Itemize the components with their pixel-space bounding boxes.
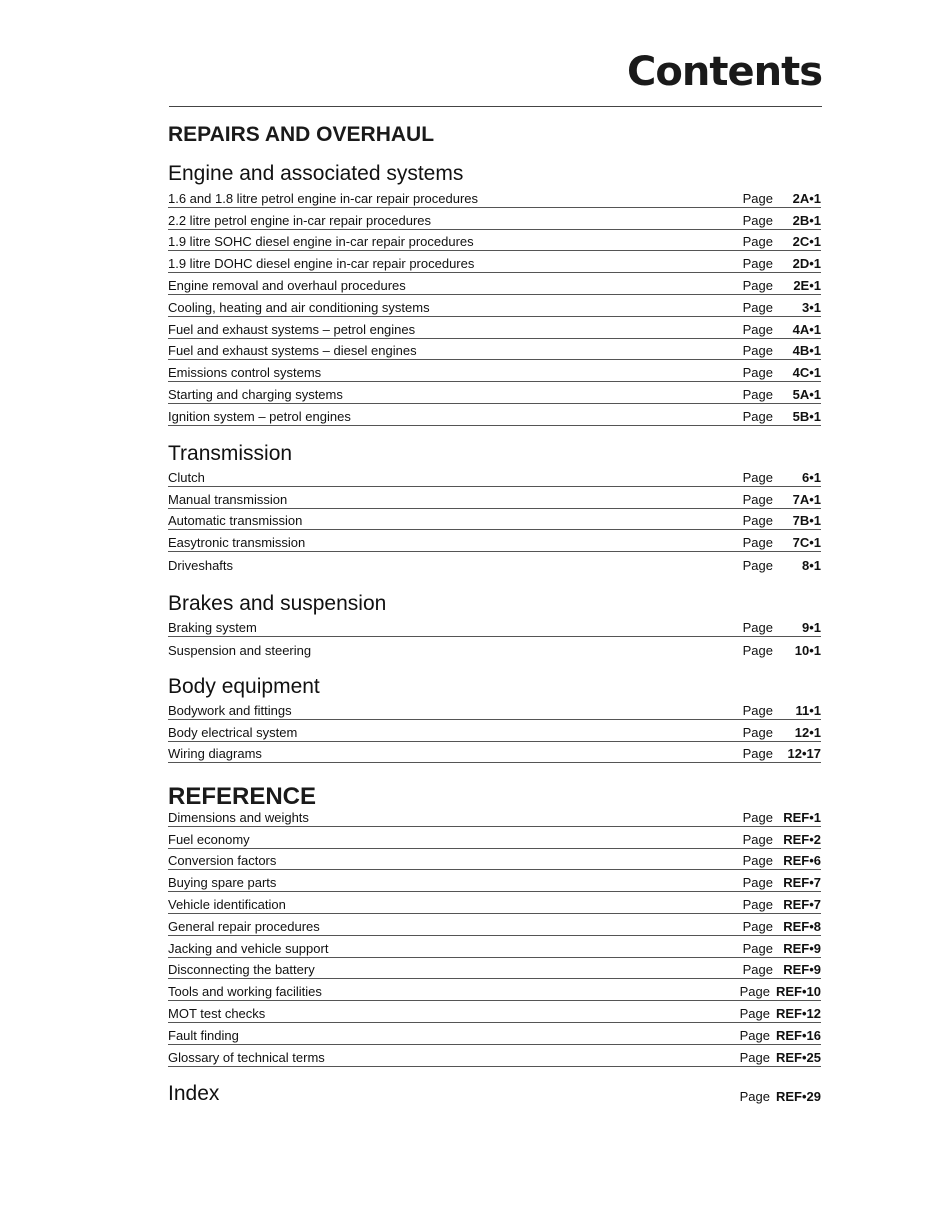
toc-entry-page (743, 833, 821, 846)
page-word: Page (742, 831, 773, 847)
page-word: Page (742, 535, 773, 551)
page-ref: 5B•1 (792, 408, 821, 424)
page-ref: 10•1 (794, 642, 821, 658)
page-ref: 7C•1 (792, 535, 821, 551)
page-ref: 2A•1 (792, 190, 821, 206)
toc-row[interactable] (168, 1023, 821, 1045)
toc-row[interactable] (168, 849, 821, 871)
page-word: Page (742, 962, 773, 978)
toc-entry-page (743, 942, 821, 955)
toc-entry-title: Wiring diagrams (168, 746, 262, 762)
toc-row[interactable] (168, 742, 821, 764)
toc-list-body (168, 698, 821, 763)
page-ref: 7B•1 (792, 513, 821, 529)
page-ref: 3•1 (801, 299, 821, 315)
toc-row[interactable] (168, 295, 821, 317)
page-word: Page (742, 277, 773, 293)
toc-entry-title: 1.9 litre DOHC diesel engine in-car repair procedures (168, 256, 475, 272)
toc-entry-title: Manual transmission (168, 491, 288, 507)
page-word: Page (742, 491, 773, 507)
title-rule (169, 106, 822, 107)
toc-entry-title: MOT test checks (168, 1005, 266, 1021)
toc-entry-title: Driveshafts (168, 557, 234, 573)
page-ref: 2B•1 (792, 212, 821, 228)
toc-entry-title: Suspension and steering (168, 642, 312, 658)
toc-entry-page (743, 344, 821, 357)
page-word: Page (739, 984, 770, 1000)
toc-row[interactable] (168, 487, 821, 509)
toc-entry-page (743, 854, 821, 867)
index-page (740, 1089, 821, 1104)
toc-entry-page (743, 214, 821, 227)
toc-row[interactable] (168, 339, 821, 361)
toc-entry-title: Conversion factors (168, 853, 277, 869)
toc-row[interactable] (168, 958, 821, 980)
page-word: Page (742, 702, 773, 718)
toc-entry-title: Fuel economy (168, 831, 250, 847)
page-ref: 7A•1 (792, 491, 821, 507)
toc-row[interactable] (168, 914, 821, 936)
toc-row[interactable] (168, 404, 821, 426)
toc-entry-title: Cooling, heating and air conditioning systems (168, 299, 430, 315)
toc-entry-page (743, 493, 821, 506)
page-ref: REF•10 (775, 984, 821, 1000)
section-heading-brakes: Brakes and suspension (168, 592, 387, 615)
page-ref: 2D•1 (792, 256, 821, 272)
toc-row[interactable] (168, 892, 821, 914)
page-word: Page (742, 386, 773, 402)
toc-row[interactable] (168, 1045, 821, 1067)
page-word: Page (742, 256, 773, 272)
page-ref: 4B•1 (792, 343, 821, 359)
toc-entry-title: Fuel and exhaust systems – diesel engines (168, 343, 417, 359)
toc-row[interactable] (168, 360, 821, 382)
toc-entry-page (743, 920, 821, 933)
toc-list-brakes (168, 615, 821, 659)
page-word: Page (742, 875, 773, 891)
page-word: Page (742, 408, 773, 424)
page-word: Page (742, 746, 773, 762)
toc-entry-page (743, 323, 821, 336)
page-ref: REF•6 (783, 853, 821, 869)
toc-entry-page (743, 621, 821, 634)
page-word: Page (742, 299, 773, 315)
page-ref: REF•9 (783, 940, 821, 956)
page-ref: 12•17 (787, 746, 821, 762)
page-ref: 4C•1 (792, 365, 821, 381)
toc-row[interactable] (168, 698, 821, 720)
toc-row[interactable] (168, 805, 821, 827)
toc-entry-page (743, 876, 821, 889)
toc-entry-page (743, 811, 821, 824)
page-ref: 9•1 (801, 619, 821, 635)
toc-entry-page (740, 985, 821, 998)
page-word: Page (742, 212, 773, 228)
toc-entry-page (743, 192, 821, 205)
toc-entry-title: General repair procedures (168, 918, 320, 934)
page-ref: REF•7 (783, 896, 821, 912)
toc-entry-page (740, 1051, 821, 1064)
page-ref: REF•2 (783, 831, 821, 847)
part-heading-repairs: REPAIRS AND OVERHAUL (168, 123, 435, 146)
toc-entry-title: Dimensions and weights (168, 809, 309, 825)
index-label: Index (168, 1082, 220, 1105)
page-ref: REF•8 (783, 918, 821, 934)
page-ref: REF•25 (775, 1049, 821, 1065)
page-word: Page (742, 642, 773, 658)
page-ref: 11•1 (795, 702, 821, 718)
page-word: Page (739, 1049, 770, 1065)
index-row[interactable] (168, 1083, 821, 1104)
page-word: Page (742, 809, 773, 825)
toc-row[interactable] (168, 827, 821, 849)
page-word: Page (742, 557, 773, 573)
page-word: Page (742, 896, 773, 912)
index-page-ref: REF•29 (775, 1089, 821, 1104)
toc-entry-page (743, 366, 821, 379)
toc-row[interactable] (168, 208, 821, 230)
page-word: Page (739, 1027, 770, 1043)
toc-entry-page (743, 410, 821, 423)
toc-row[interactable] (168, 273, 821, 295)
page-ref: REF•7 (783, 875, 821, 891)
toc-entry-title: Emissions control systems (168, 365, 322, 381)
toc-entry-title: Braking system (168, 619, 257, 635)
toc-row[interactable] (168, 552, 821, 574)
toc-row[interactable] (168, 530, 821, 552)
page-ref: 4A•1 (792, 321, 821, 337)
page-word: Page (742, 343, 773, 359)
toc-entry-title: 2.2 litre petrol engine in-car repair procedures (168, 212, 432, 228)
toc-row[interactable] (168, 230, 821, 252)
toc-row[interactable] (168, 465, 821, 487)
page-word: Page (742, 190, 773, 206)
toc-entry-title: Bodywork and fittings (168, 702, 292, 718)
toc-entry-title: Body electrical system (168, 724, 298, 740)
page-word: Page (742, 234, 773, 250)
toc-entry-page (743, 747, 821, 760)
toc-entry-title: Fuel and exhaust systems – petrol engines (168, 321, 416, 337)
toc-entry-title: Clutch (168, 469, 205, 485)
page-ref: 8•1 (801, 557, 821, 573)
toc-entry-page (743, 471, 821, 484)
toc-row[interactable] (168, 870, 821, 892)
page-ref: 5A•1 (792, 386, 821, 402)
toc-entry-page (743, 514, 821, 527)
toc-entry-title: Ignition system – petrol engines (168, 408, 351, 424)
page-word: Page (742, 619, 773, 635)
page-ref: 12•1 (794, 724, 821, 740)
page-word: Page (742, 469, 773, 485)
toc-entry-title: Buying spare parts (168, 875, 277, 891)
part-heading-reference: REFERENCE (168, 783, 317, 810)
page-title: Contents (627, 49, 822, 95)
toc-entry-page (743, 898, 821, 911)
toc-entry-page (743, 559, 821, 572)
section-heading-transmission: Transmission (168, 442, 293, 465)
toc-list-engine (168, 186, 821, 426)
toc-entry-title: Starting and charging systems (168, 386, 343, 402)
toc-entry-title: Vehicle identification (168, 896, 286, 912)
toc-entry-page (743, 536, 821, 549)
toc-row[interactable] (168, 317, 821, 339)
toc-row[interactable] (168, 720, 821, 742)
toc-list-transmission (168, 465, 821, 574)
toc-entry-title: 1.9 litre SOHC diesel engine in-car repair procedures (168, 234, 474, 250)
toc-entry-page (743, 963, 821, 976)
toc-entry-page (740, 1007, 821, 1020)
toc-entry-page (743, 644, 821, 657)
toc-entry-page (743, 704, 821, 717)
page-ref: REF•9 (783, 962, 821, 978)
toc-entry-page (743, 235, 821, 248)
page-word: Page (739, 1089, 770, 1104)
toc-entry-title: Glossary of technical terms (168, 1049, 325, 1065)
toc-entry-title: Fault finding (168, 1027, 239, 1043)
toc-row[interactable] (168, 251, 821, 273)
page-ref: 6•1 (801, 469, 821, 485)
toc-row[interactable] (168, 382, 821, 404)
toc-row[interactable] (168, 1001, 821, 1023)
toc-entry-title: Jacking and vehicle support (168, 940, 329, 956)
toc-row[interactable] (168, 979, 821, 1001)
toc-entry-title: 1.6 and 1.8 litre petrol engine in-car repair procedures (168, 190, 479, 206)
toc-row[interactable] (168, 186, 821, 208)
page-word: Page (742, 724, 773, 740)
toc-entry-page (743, 726, 821, 739)
toc-list-reference (168, 805, 821, 1067)
toc-entry-title: Engine removal and overhaul procedures (168, 277, 406, 293)
page-word: Page (742, 918, 773, 934)
section-heading-engine: Engine and associated systems (168, 162, 464, 185)
toc-row[interactable] (168, 637, 821, 659)
toc-entry-page (743, 388, 821, 401)
toc-entry-title: Easytronic transmission (168, 535, 306, 551)
page-word: Page (742, 321, 773, 337)
page-ref: REF•1 (783, 809, 821, 825)
section-heading-body: Body equipment (168, 675, 320, 698)
toc-entry-page (743, 279, 821, 292)
page-ref: 2E•1 (793, 277, 821, 293)
toc-entry-page (740, 1029, 821, 1042)
toc-row[interactable] (168, 936, 821, 958)
page-word: Page (742, 853, 773, 869)
toc-entry-page (743, 301, 821, 314)
page-ref: REF•12 (775, 1005, 821, 1021)
toc-row[interactable] (168, 615, 821, 637)
toc-entry-title: Automatic transmission (168, 513, 303, 529)
toc-entry-title: Disconnecting the battery (168, 962, 315, 978)
toc-row[interactable] (168, 509, 821, 531)
page-word: Page (742, 365, 773, 381)
toc-entry-title: Tools and working facilities (168, 984, 322, 1000)
page-word: Page (742, 940, 773, 956)
toc-entry-page (743, 257, 821, 270)
page-word: Page (742, 513, 773, 529)
page-word: Page (739, 1005, 770, 1021)
page-ref: REF•16 (775, 1027, 821, 1043)
page-ref: 2C•1 (792, 234, 821, 250)
